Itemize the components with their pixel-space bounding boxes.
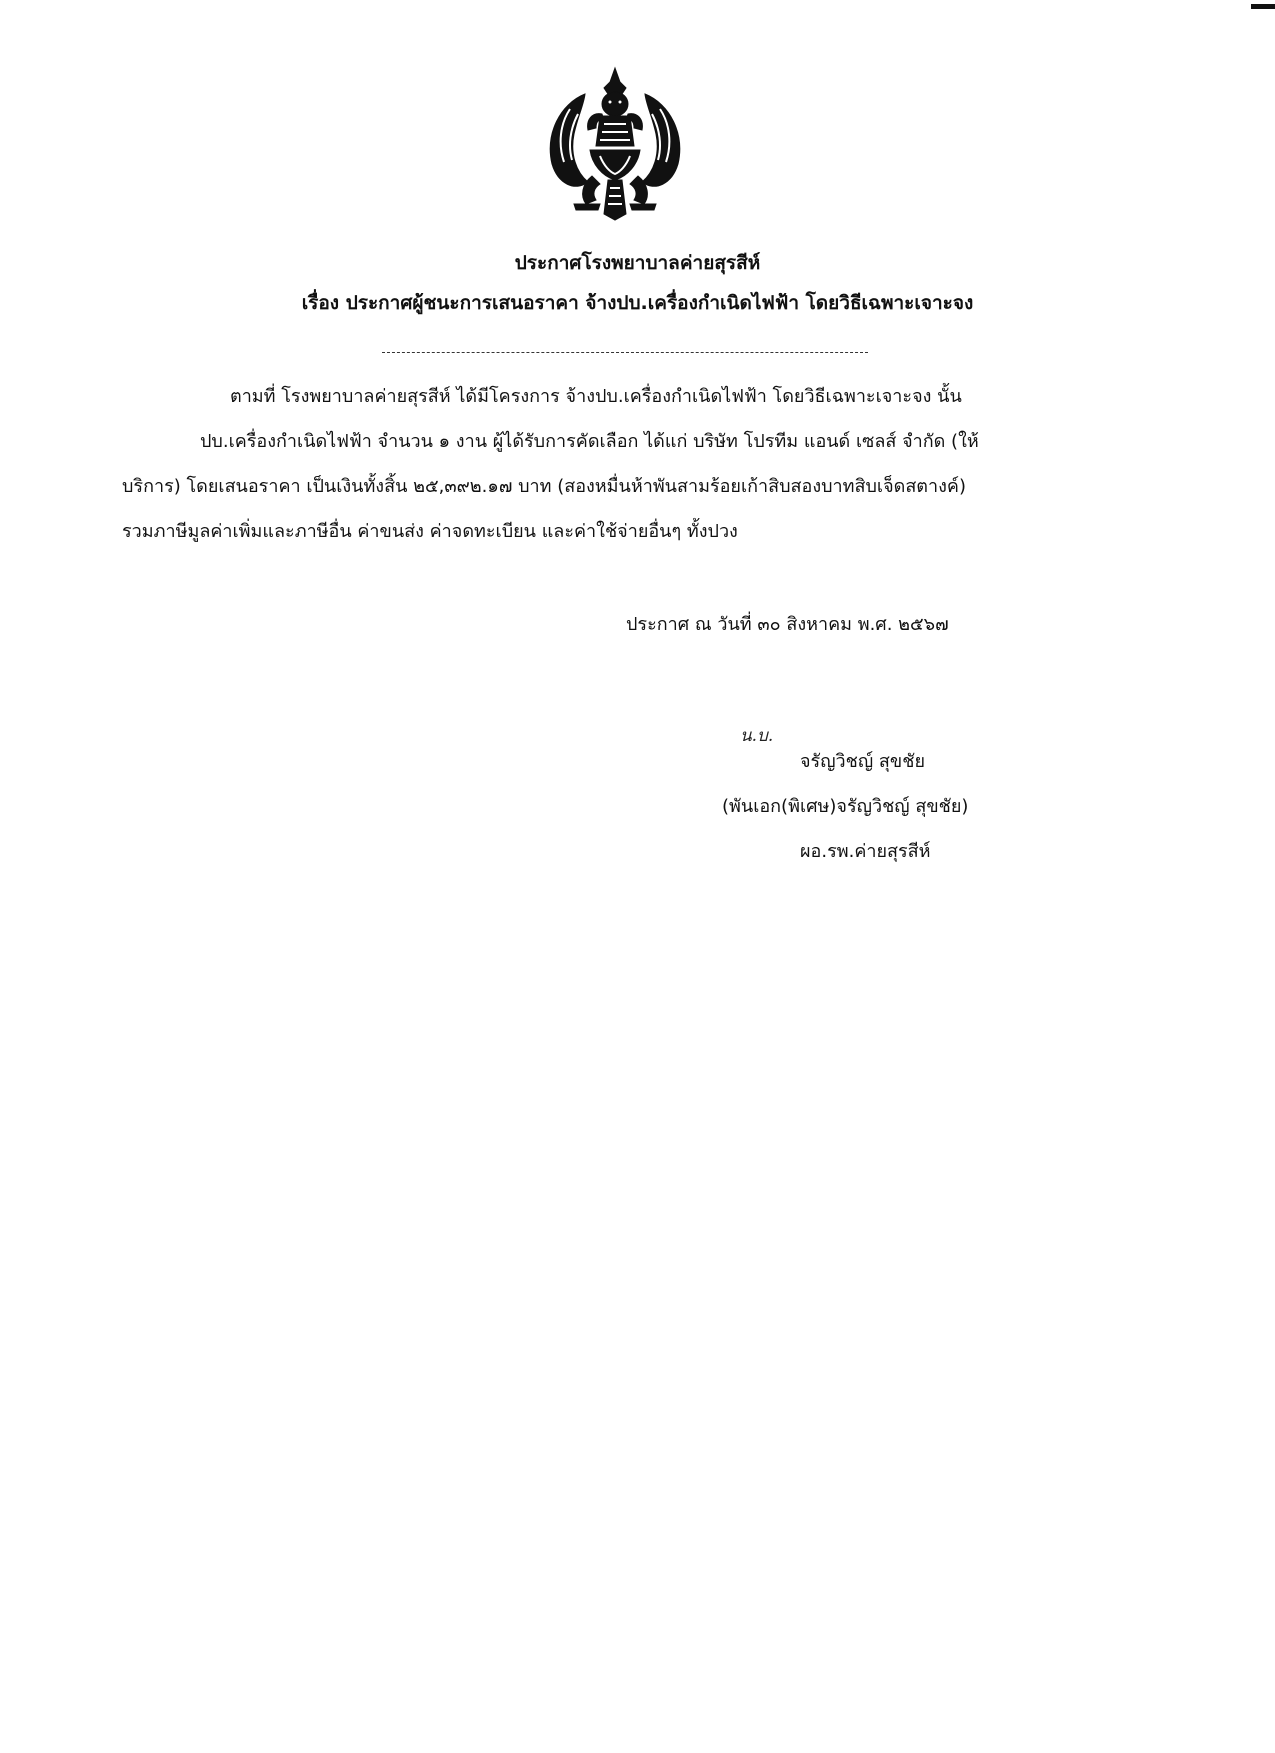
signer-position: ผอ.รพ.ค่ายสุรสีห์ (800, 841, 931, 862)
body-line: ตามที่ โรงพยาบาลค่ายสุรสีห์ ได้มีโครงการ จ้างปบ.เครื่องกำเนิดไฟฟ้า โดยวิธีเฉพาะเจาะจง นั้น (230, 386, 962, 407)
announcement-title: ประกาศโรงพยาบาลค่ายสุรสีห์ (514, 252, 761, 274)
signer-name: จรัญวิชญ์ สุขชัย (800, 751, 925, 772)
body-line: บริการ) โดยเสนอราคา เป็นเงินทั้งสิ้น ๒๕,๓๙๒.๑๗ บาท (สองหมื่นห้าพันสามร้อยเก้าสิบสองบาทสิบเจ็ดสตางค์) (122, 476, 966, 497)
divider (382, 352, 868, 353)
announcement-date: ประกาศ ณ วันที่ ๓๐ สิงหาคม พ.ศ. ๒๕๖๗ (626, 614, 949, 635)
garuda-emblem-icon (530, 64, 700, 224)
corner-mark (1251, 4, 1275, 9)
body-line: รวมภาษีมูลค่าเพิ่มและภาษีอื่น ค่าขนส่ง ค่าจดทะเบียน และค่าใช้จ่ายอื่นๆ ทั้งปวง (122, 521, 738, 542)
body-line: ปบ.เครื่องกำเนิดไฟฟ้า จำนวน ๑ งาน ผู้ได้รับการคัดเลือก ได้แก่ บริษัท โปรทีม แอนด์ เซลส์ จำกัด (ให้ (200, 431, 979, 452)
signature-initials: น.บ. (740, 726, 774, 746)
announcement-subject: เรื่อง ประกาศผู้ชนะการเสนอราคา จ้างปบ.เครื่องกำเนิดไฟฟ้า โดยวิธีเฉพาะเจาะจง (301, 292, 974, 314)
signer-full-name: (พันเอก(พิเศษ)จรัญวิชญ์ สุขชัย) (722, 796, 969, 817)
